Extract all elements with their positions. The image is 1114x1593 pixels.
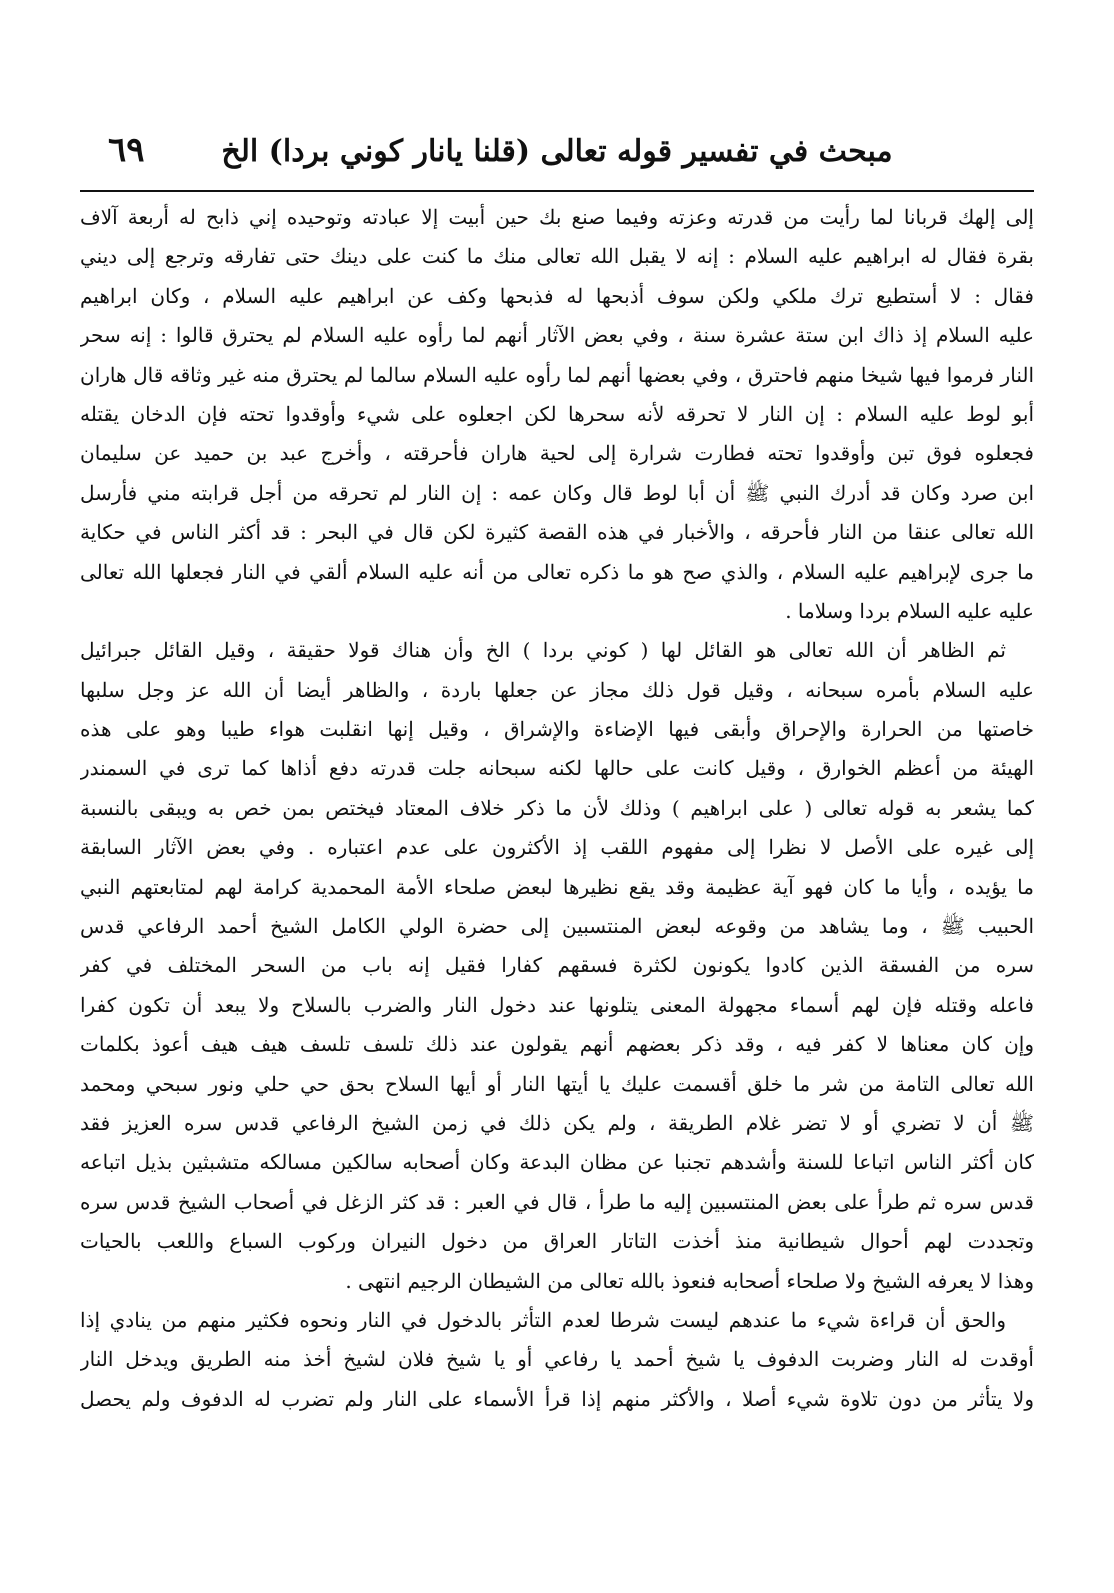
text-line: النار فرموا فيها شيخا منهم فاحترق ، وفي بعضها أنهم لما رأوه عليه السلام سالما لم يحترق منه غير وثاقه قال هاران [80,362,1034,387]
text-line: عليه السلام بأمره سبحانه ، وقيل قول ذلك مجاز عن جعلها باردة ، والظاهر أيضا أن الله عز وجل سلبها [80,677,1034,702]
text-line: أوقدت له النار وضربت الدفوف يا شيخ أحمد يا رفاعي أو يا شيخ فلان لشيخ أخذ منه الطريق ويدخل النار [80,1347,1034,1372]
text-line: إلى إلهك قربانا لما رأيت من قدرته وعزته وفيما صنع بك حين أبيت إلا عبادته وتوحيده إني ذابح له أربعة آلاف [80,205,1034,229]
running-title: مبحث في تفسير قوله تعالى (قلنا يانار كوني بردا) الخ [221,134,893,169]
text-line: الهيئة من أعظم الخوارق ، وقيل كانت على حالها لكنه سبحانه جلت قدرته دفع أذاها كما ترى في السمندر [80,756,1034,781]
text-line: ﷺ أن لا تضري أو لا تضر غلام الطريقة ، ولم يكن ذلك في زمن الشيخ الرفاعي قدس سره العزيز فقد [80,1110,1034,1135]
text-line: خاصتها من الحرارة والإحراق وأبقى فيها الإضاءة والإشراق ، وقيل إنها انقلبت هواء طيبا وهو على هذه [80,717,1034,742]
text-line: سره من الفسقة الذين كادوا يكونون لكثرة فسقهم كفارا فقيل إنه باب من السحر المختلف في كفر [80,953,1034,978]
text-line: وإن كان معناها لا كفر فيه ، وقد ذكر بعضهم أنهم يقولون عند ذلك تلسف تلسف هيف هيف أعوذ بكلمات [80,1032,1034,1057]
text-line: وتجددت لهم أحوال شيطانية منذ أخذت التاتار العراق من دخول النيران وركوب السباع واللعب بالحيات [80,1229,1034,1254]
page-header [80,120,1034,192]
text-line: كان أكثر الناس اتباعا للسنة وأشدهم تجنبا عن مظان البدعة وكان أصحابه سالكين مسالكه متشبثين بذيل اتباعه [80,1150,1034,1175]
text-line: ابن صرد وكان قد أدرك النبي ﷺ أن أبا لوط قال وكان عمه : إن النار لم تحرقه من أجل قرابته مني فأرسل [80,480,1034,505]
paragraph-3 [80,1301,1034,1419]
paragraph-2 [80,631,1034,1301]
text-line: وهذا لا يعرفه الشيخ ولا صلحاء أصحابه فنعوذ بالله تعالى من الشيطان الرجيم انتهى . [345,1268,1034,1293]
text-line: الله تعالى عنقا من النار فأحرقه ، والأخبار في هذه القصة كثيرة لكن قال في البحر : قد أكثر الناس في حكاية [80,520,1034,545]
text-line: عليه عليه السلام بردا وسلاما . [785,598,1034,623]
text-line: الحبيب ﷺ ، وما يشاهد من وقوعه لبعض المنتسبين إلى حضرة الولي الكامل الشيخ أحمد الرفاعي قدس [80,914,1034,939]
text-line: أبو لوط عليه السلام : إن النار لا تحرقه لأنه سحرها لكن اجعلوه على شيء وأوقدوا تحته فإن الدخان يقتله [80,401,1034,426]
text-line: الله تعالى التامة من شر ما خلق أقسمت عليك يا أيتها النار أو أيها السلاح بحق حي حلي ونور سبحي ومحمد [80,1071,1034,1096]
text-line: فقال : لا أستطيع ترك ملكي ولكن سوف أذبحها له فذبحها وكف عن ابراهيم عليه السلام ، وكان ابراهيم [80,283,1034,308]
text-line: والحق أن قراءة شيء ما عندهم ليست شرطا لعدم التأثر بالدخول في النار ونحوه فكثير منهم من ينادي إذا [80,1307,1006,1332]
text-line: فجعلوه فوق تبن وأوقدوا تحته فطارت شرارة إلى لحية هاران فأحرقته ، وأخرج عبد بن حميد عن سليمان [80,441,1034,466]
text-line: ولا يتأثر من دون تلاوة شيء أصلا ، والأكثر منهم إذا قرأ الأسماء على النار ولم تضرب له الدفوف ولم يحصل [80,1386,1034,1411]
body-text [80,198,1034,1419]
text-line: ما جرى لإبراهيم عليه السلام ، والذي صح هو ما ذكره تعالى من أنه عليه السلام ألقي في النار فجعلها الله تعالى [80,559,1034,584]
text-line: عليه السلام إذ ذاك ابن ستة عشرة سنة ، وفي بعض الآثار أنهم لما رأوه عليه السلام لم يحترق قالوا : إنه سحر [80,323,1034,348]
text-line: بقرة فقال له ابراهيم عليه السلام : إنه لا يقبل الله تعالى منك ما كنت على دينك حتى تفارقه وترجع إلى ديني [80,244,1034,269]
text-line: ما يؤيده ، وأيا ما كان فهو آية عظيمة وقد يقع نظيرها لبعض صلحاء الأمة المحمدية كرامة لهم لمتابعتهم النبي [80,874,1034,899]
text-line: كما يشعر به قوله تعالى ( على ابراهيم ) وذلك لأن ما ذكر خلاف المعتاد فيختص بمن خص به ويبقى بالنسبة [80,795,1034,820]
text-line: قدس سره ثم طرأ على بعض المنتسبين إليه ما طرأ ، قال في العبر : قد كثر الزغل في أصحاب الشيخ قدس سره [80,1189,1034,1214]
book-page [80,120,1034,1419]
text-line: إلى غيره على الأصل لا نظرا إلى مفهوم اللقب إذ الأكثرون على عدم اعتباره . وفي بعض الآثار السابقة [80,835,1034,860]
page-number: ٦٩ [108,130,145,170]
text-line: ثم الظاهر أن الله تعالى هو القائل لها ( كوني بردا ) الخ وأن هناك قولا حقيقة ، وقيل القائل جبرائيل [80,638,1006,663]
text-line: فاعله وقتله فإن لهم أسماء مجهولة المعنى يتلونها عند دخول النار والضرب بالسلاح ولا يبعد أن تكون كفرا [80,992,1034,1017]
paragraph-1 [80,198,1034,631]
